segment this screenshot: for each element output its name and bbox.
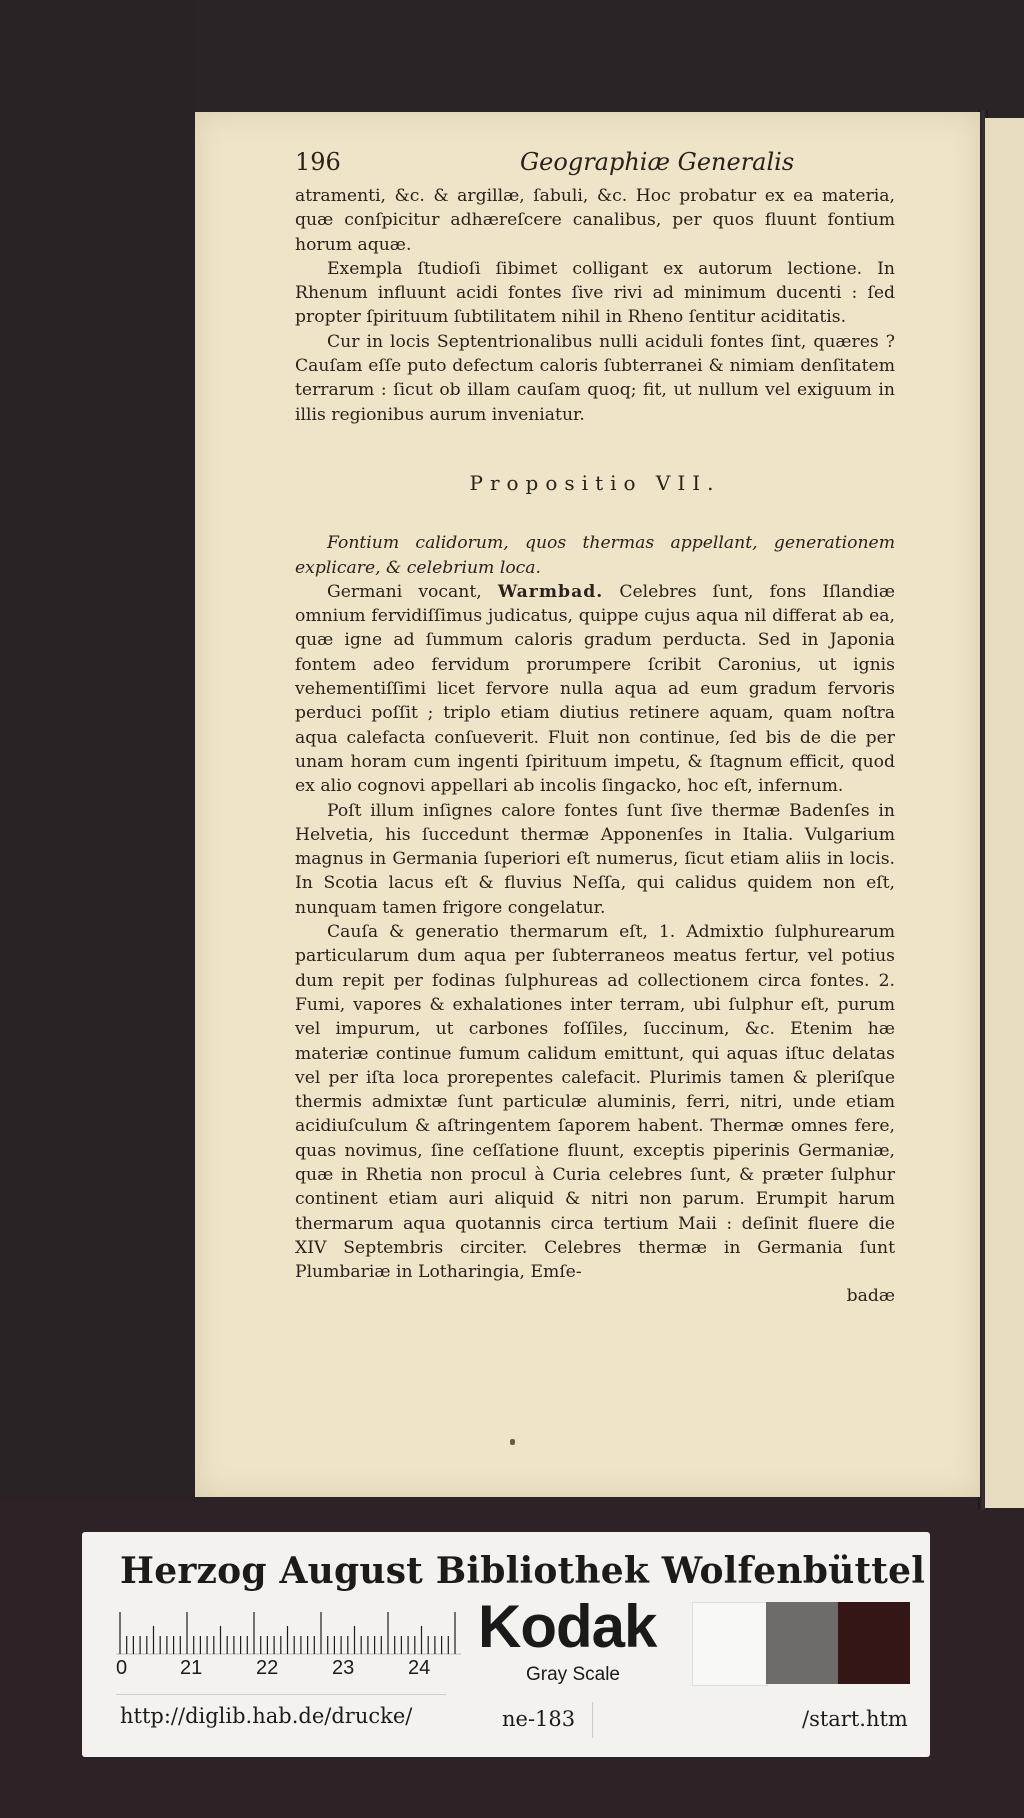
paragraph: Poſt illum inſignes calore fontes ſunt ſive thermæ Badenſes in Helvetia, his ſuccedunt thermæ Apponenſes in Italia. Vulgarium magnus in Germania ſuperiori eſt numerus, ſicut etiam aliis in locis. In Scotia lacus eſt & fluvius Neſſa, qui calidus quidem non eſt, nunquam tamen frigore congelatur. — [295, 800, 895, 918]
proposition-lemma: Fontium calidorum, quos thermas appellant, generationem explicare, & celebrium loca. — [295, 533, 895, 578]
gray-swatch-white — [692, 1602, 768, 1686]
ruler-label: 24 — [408, 1657, 431, 1679]
ruler-label: 22 — [256, 1657, 279, 1679]
running-title: Geographiæ Generalis — [520, 148, 795, 176]
paragraph: atramenti, &c. & argillæ, ſabuli, &c. Hoc probatur ex ea materia, quæ conſpicitur adhæreſcere canalibus, per quos fluunt fontium horum aquæ. — [295, 186, 895, 255]
color-calibration-card — [82, 1532, 930, 1757]
catchword: badæ — [846, 1286, 895, 1307]
blackletter-word: Warmbad. — [497, 581, 604, 602]
gray-swatch-dark — [838, 1602, 910, 1684]
source-url: http://diglib.hab.de/drucke/ — [120, 1704, 413, 1728]
facing-page-edge — [985, 118, 1024, 1508]
paragraph — [295, 580, 895, 799]
ink-spot — [510, 1439, 515, 1445]
gray-swatch-mid — [766, 1602, 838, 1684]
kodak-logo: Kodak — [478, 1593, 657, 1660]
shelfmark-code: ne-183 — [502, 1707, 576, 1731]
url-suffix: /start.htm — [802, 1707, 908, 1731]
section-heading: Propositio VII. — [469, 470, 721, 495]
ruler-label: 23 — [332, 1657, 355, 1679]
paragraph: Cauſa & generatio thermarum eſt, 1. Admixtio ſulphurearum particularum dum aqua per ſubterraneos meatus fertur, vel potius dum repit per fodinas ſulphureas ad collectionem circa fontes. 2. Fumi, vapores & exhalationes inter terram, ubi ſulphur eſt, purum vel impurum, ut carbones foſſiles, ſuccinum, &c. Etenim hæ materiæ continue fumum calidum emittunt, qui aquas iſtuc delatas vel per iſta loca prorepentes calefacit. Plurimis tamen & pleriſque thermis admixtæ ſunt particulæ aluminis, ferri, nitri, unde etiam acidiuſculum & aſtringentem ſaporem habent. Thermæ omnes fere, quas novimus, ſine ceſſatione fluunt, exceptis piperinis Germaniæ, quæ in Rhetia non procul à Curia celebres ſunt, & præter ſulphur continent etiam auri aliquid & nitri non parum. Erumpit harum thermarum aqua quotannis circa tertium Maii : deſinit fluere die XIV Septembris circiter. Celebres thermæ in Germania ſunt Plumbariæ in Lotharingia, Emſe- — [295, 922, 895, 1283]
page-body — [295, 184, 895, 1309]
page-number: 196 — [295, 148, 341, 176]
paragraph-text: Celebres ſunt, fons Iſlandiæ omnium fervidiſſimus judicatus, quippe cujus aqua nil differat ab ea, quæ igne ad ſummum caloris gradum perducta. Sed in Japonia fontem adeo fervidum prorumpere ſcribit Caronius, ut ignis vehementiſſimi licet fervore nulla aqua ad eum gradum fervoris perduci poſſit ; triplo etiam diutius retinere aquam, quam noſtra aqua calefacta conſueverit. Fluit non continue, ſed bis de die per unam horam cum ingenti ſpirituum impetu, & ſtagnum efficit, quod ex alio cognovi appellari ab incolis ſingacko, hoc eſt, infernum. — [295, 581, 895, 797]
divider — [592, 1702, 593, 1738]
ruler-label: 0 — [116, 1657, 128, 1679]
ruler-label: 21 — [180, 1657, 203, 1679]
library-name: Herzog August Bibliothek Wolfenbüttel — [120, 1550, 926, 1592]
book-page — [195, 112, 980, 1497]
divider — [116, 1694, 446, 1695]
paragraph: Exempla ſtudioſi ſibimet colligant ex autorum lectione. In Rhenum influunt acidi fontes ſive rivi ad minimum ducenti : ſed propter ſpirituum ſubtilitatem nihil in Rheno ſentitur aciditatis. — [295, 258, 895, 328]
paragraph: Cur in locis Septentrionalibus nulli aciduli fontes ſint, quæres ? Cauſam eſſe puto defectum caloris ſubterranei & nimiam denſitatem terrarum : ſicut ob illam cauſam quoq; fit, ut nullum vel exiguum in illis regionibus aurum inveniatur. — [295, 331, 895, 425]
gray-scale-label: Gray Scale — [526, 1664, 620, 1685]
ruler-labels — [116, 1657, 461, 1687]
page-header — [295, 148, 915, 182]
paragraph-text: Germani vocant, — [327, 581, 482, 602]
